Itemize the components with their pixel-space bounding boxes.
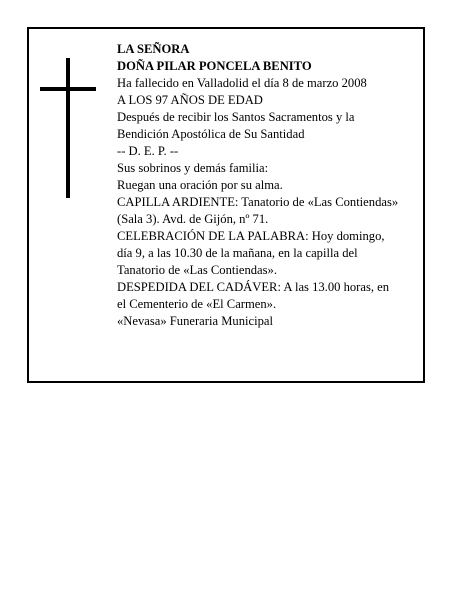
notice-title-line-1: LA SEÑORA — [117, 42, 190, 56]
celebration-line-2: día 9, a las 10.30 de la mañana, en la capilla del — [117, 246, 358, 260]
funeral-home-line: «Nevasa» Funeraria Municipal — [117, 314, 273, 328]
farewell-line-2: el Cementerio de «El Carmen». — [117, 297, 277, 311]
obituary-text — [117, 41, 421, 330]
sacraments-line-2: Bendición Apostólica de Su Santidad — [117, 127, 305, 141]
death-date-line: Ha fallecido en Valladolid el día 8 de marzo 2008 — [117, 76, 367, 90]
cross-vertical-bar — [66, 58, 70, 198]
chapel-line-1: CAPILLA ARDIENTE: Tanatorio de «Las Contiendas» — [117, 195, 399, 209]
chapel-line-2: (Sala 3). Avd. de Gijón, nº 71. — [117, 212, 269, 226]
cross-horizontal-bar — [40, 87, 96, 91]
prayer-line: Ruegan una oración por su alma. — [117, 178, 283, 192]
family-line: Sus sobrinos y demás familia: — [117, 161, 269, 175]
deceased-name: DOÑA PILAR PONCELA BENITO — [117, 59, 312, 73]
sacraments-line-1: Después de recibir los Santos Sacramentos y la — [117, 110, 355, 124]
cross-icon — [40, 58, 96, 198]
farewell-line-1: DESPEDIDA DEL CADÁVER: A las 13.00 horas, en — [117, 280, 390, 294]
rip-line: -- D. E. P. -- — [117, 144, 179, 158]
celebration-line-3: Tanatorio de «Las Contiendas». — [117, 263, 277, 277]
age-line: A LOS 97 AÑOS DE EDAD — [117, 93, 263, 107]
celebration-line-1: CELEBRACIÓN DE LA PALABRA: Hoy domingo, — [117, 229, 385, 243]
obituary-notice — [27, 27, 425, 383]
